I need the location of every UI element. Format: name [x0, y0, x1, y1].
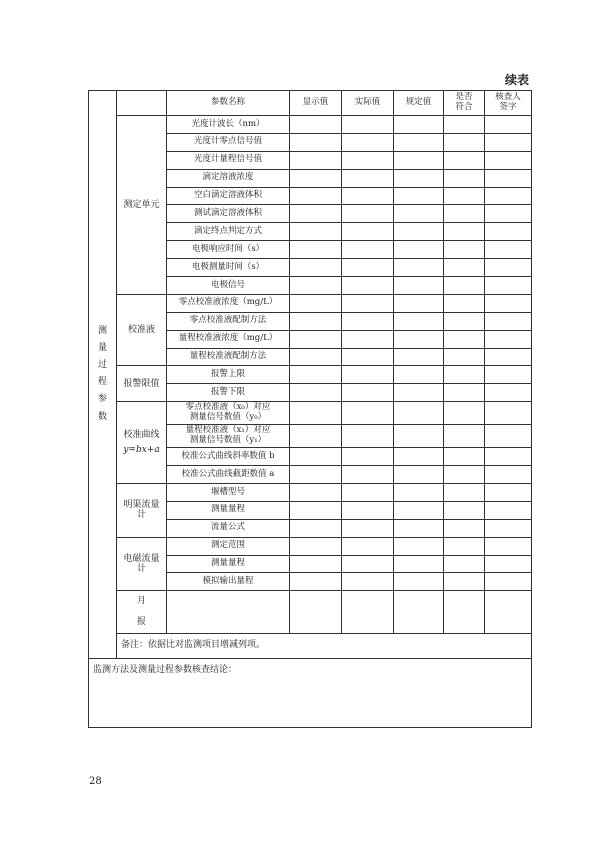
param-name: 测试滴定溶液体积	[167, 205, 290, 223]
cell-input[interactable]	[394, 133, 444, 151]
cell-input[interactable]	[444, 591, 485, 633]
cell-input[interactable]	[394, 312, 444, 330]
cell-input[interactable]	[342, 205, 394, 223]
cell-input[interactable]	[342, 294, 394, 312]
cell-input[interactable]	[444, 537, 485, 555]
curve-label: 校准曲线	[123, 430, 160, 441]
conclusion-text[interactable]: 监测方法及测量过程参数核查结论：	[89, 658, 532, 727]
param-name: 零点校准液浓度（mg/L）	[167, 294, 290, 312]
cell-input[interactable]	[342, 425, 394, 448]
cell-input[interactable]	[290, 384, 342, 402]
section-open-channel: 明渠流量计	[117, 484, 167, 538]
cell-input[interactable]	[290, 537, 342, 555]
cell-input[interactable]	[394, 277, 444, 295]
cell-input[interactable]	[485, 466, 532, 484]
col-checker-signature: 核查人签字	[485, 91, 532, 116]
param-name: 量程校准液配制方法	[167, 348, 290, 366]
cell-input[interactable]	[444, 294, 485, 312]
cell-input[interactable]	[342, 591, 394, 633]
cell-input[interactable]	[342, 116, 394, 134]
cell-input[interactable]	[290, 294, 342, 312]
param-name: 空白滴定溶液体积	[167, 187, 290, 205]
param-name: 光度计量程信号值	[167, 151, 290, 169]
cell-input[interactable]	[342, 241, 394, 259]
cell-input[interactable]	[485, 384, 532, 402]
cell-input[interactable]	[394, 555, 444, 573]
cell-input[interactable]	[342, 555, 394, 573]
cell-input[interactable]	[394, 466, 444, 484]
col-display-value: 显示值	[290, 91, 342, 116]
cell-input[interactable]	[485, 116, 532, 134]
cell-input[interactable]	[290, 466, 342, 484]
cell-input[interactable]	[394, 501, 444, 519]
cell-input[interactable]	[444, 448, 485, 466]
cell-input[interactable]	[290, 501, 342, 519]
cell-input[interactable]	[485, 294, 532, 312]
table-row	[89, 537, 532, 555]
cell-input[interactable]	[290, 484, 342, 502]
cell-input[interactable]	[485, 402, 532, 425]
cell-input[interactable]	[485, 187, 532, 205]
cell-input[interactable]	[290, 187, 342, 205]
cell-input[interactable]	[394, 519, 444, 537]
monthly-label-cell	[117, 591, 167, 633]
section-calibration-curve	[117, 402, 167, 484]
cell-input[interactable]	[444, 223, 485, 241]
param-name: 报警上限	[167, 366, 290, 384]
cell-input[interactable]	[342, 537, 394, 555]
cell-input[interactable]	[394, 259, 444, 277]
cell-input[interactable]	[290, 348, 342, 366]
param-name: 模拟输出量程	[167, 573, 290, 591]
cell-input[interactable]	[290, 402, 342, 425]
section-em-flow: 电磁流量计	[117, 537, 167, 591]
remark-row	[89, 633, 532, 658]
curve-formula: y=bx+a	[123, 444, 160, 455]
param-name: 零点校准液配制方法	[167, 312, 290, 330]
param-name: 电极响应时间（s）	[167, 241, 290, 259]
param-name: 报警下限	[167, 384, 290, 402]
table-header-row	[89, 91, 532, 116]
cell-input[interactable]	[444, 169, 485, 187]
cell-input[interactable]	[444, 466, 485, 484]
cell-input[interactable]	[444, 187, 485, 205]
cell-input[interactable]	[485, 169, 532, 187]
cell-input[interactable]	[342, 330, 394, 348]
cell-input[interactable]	[394, 484, 444, 502]
cell-input[interactable]	[485, 133, 532, 151]
cell-input[interactable]	[290, 241, 342, 259]
conclusion-row	[89, 658, 532, 727]
cell-input[interactable]	[394, 425, 444, 448]
col-param-name: 参数名称	[167, 91, 290, 116]
cell-input[interactable]	[290, 205, 342, 223]
cell-input[interactable]	[485, 241, 532, 259]
param-name: 电极信号	[167, 277, 290, 295]
group-label-cell	[89, 91, 117, 659]
cell-input[interactable]	[485, 501, 532, 519]
param-name: 测量量程	[167, 555, 290, 573]
param-name: 滴定溶液浓度	[167, 169, 290, 187]
cell-input[interactable]	[485, 519, 532, 537]
section-calibration-liquid: 校准液	[117, 294, 167, 366]
cell-input[interactable]	[485, 484, 532, 502]
param-name: 光度计零点信号值	[167, 133, 290, 151]
table-row	[89, 366, 532, 384]
param-name: 量程校准液（x₁）对应测量信号数值（y₁）	[167, 425, 290, 448]
cell-input[interactable]	[444, 259, 485, 277]
cell-input[interactable]	[485, 366, 532, 384]
cell-input[interactable]	[485, 537, 532, 555]
cell-input[interactable]	[342, 484, 394, 502]
remark-text: 备注：依据比对监测项目增减列项。	[117, 633, 532, 658]
param-name: 校准公式曲线斜率数值 b	[167, 448, 290, 466]
cell-input[interactable]	[394, 241, 444, 259]
param-name: 测量量程	[167, 501, 290, 519]
cell-input[interactable]	[444, 330, 485, 348]
cell-input[interactable]	[342, 384, 394, 402]
cell-input[interactable]	[394, 187, 444, 205]
param-name: 校准公式曲线截距数值 a	[167, 466, 290, 484]
table-row	[89, 484, 532, 502]
cell-input[interactable]	[444, 555, 485, 573]
cell-input[interactable]	[394, 448, 444, 466]
cell-input[interactable]	[485, 312, 532, 330]
cell-input[interactable]	[342, 259, 394, 277]
cell-input[interactable]	[290, 555, 342, 573]
section-alarm: 报警限值	[117, 366, 167, 402]
cell-input[interactable]	[444, 366, 485, 384]
cell-input[interactable]	[394, 330, 444, 348]
cell-input[interactable]	[342, 366, 394, 384]
cell-input[interactable]	[394, 573, 444, 591]
cell-input[interactable]	[444, 312, 485, 330]
cell-input[interactable]	[394, 223, 444, 241]
cell-input[interactable]	[342, 348, 394, 366]
param-name: 电极测量时间（s）	[167, 259, 290, 277]
cell-input[interactable]	[485, 205, 532, 223]
cell-input[interactable]	[394, 591, 444, 633]
cell-input[interactable]	[342, 223, 394, 241]
cell-input[interactable]	[394, 366, 444, 384]
cell-input[interactable]	[342, 151, 394, 169]
cell-input[interactable]	[444, 277, 485, 295]
cell-input[interactable]	[444, 133, 485, 151]
cell-input[interactable]	[167, 591, 290, 633]
cell-input[interactable]	[444, 425, 485, 448]
cell-input[interactable]	[290, 151, 342, 169]
cell-input[interactable]	[394, 151, 444, 169]
cell-input[interactable]	[342, 169, 394, 187]
section-measure-unit: 测定单元	[117, 116, 167, 295]
param-name: 滴定终点判定方式	[167, 223, 290, 241]
monthly-row	[89, 591, 532, 633]
cell-input[interactable]	[485, 348, 532, 366]
group-label: 测量过程参数	[97, 326, 107, 422]
cell-input[interactable]	[485, 591, 532, 633]
cell-input[interactable]	[444, 402, 485, 425]
cell-input[interactable]	[444, 151, 485, 169]
page-number: 28	[89, 776, 102, 787]
cell-input[interactable]	[485, 330, 532, 348]
cell-input[interactable]	[394, 294, 444, 312]
cell-input[interactable]	[394, 402, 444, 425]
col-actual-value: 实际值	[342, 91, 394, 116]
header-blank	[117, 91, 167, 116]
cell-input[interactable]	[342, 277, 394, 295]
cell-input[interactable]	[485, 425, 532, 448]
cell-input[interactable]	[485, 277, 532, 295]
cell-input[interactable]	[290, 223, 342, 241]
cell-input[interactable]	[290, 366, 342, 384]
cell-input[interactable]	[394, 205, 444, 223]
cell-input[interactable]	[342, 133, 394, 151]
cell-input[interactable]	[342, 448, 394, 466]
cell-input[interactable]	[290, 259, 342, 277]
monthly-label: 月报	[136, 596, 146, 628]
cell-input[interactable]	[394, 384, 444, 402]
cell-input[interactable]	[342, 312, 394, 330]
col-conforms: 是否符合	[444, 91, 485, 116]
cell-input[interactable]	[290, 591, 342, 633]
cell-input[interactable]	[290, 573, 342, 591]
cell-input[interactable]	[394, 348, 444, 366]
cell-input[interactable]	[394, 169, 444, 187]
verification-table	[88, 90, 532, 728]
cell-input[interactable]	[342, 402, 394, 425]
cell-input[interactable]	[290, 330, 342, 348]
cell-input[interactable]	[290, 312, 342, 330]
param-name: 光度计波长（nm）	[167, 116, 290, 134]
cell-input[interactable]	[342, 573, 394, 591]
cell-input[interactable]	[444, 573, 485, 591]
param-name: 测定范围	[167, 537, 290, 555]
table-row	[89, 116, 532, 134]
cell-input[interactable]	[444, 484, 485, 502]
cell-input[interactable]	[394, 116, 444, 134]
table-row	[89, 402, 532, 425]
param-name: 流量公式	[167, 519, 290, 537]
cell-input[interactable]	[485, 259, 532, 277]
cell-input[interactable]	[394, 537, 444, 555]
cell-input[interactable]	[342, 466, 394, 484]
cell-input[interactable]	[444, 205, 485, 223]
cell-input[interactable]	[485, 448, 532, 466]
col-specified-value: 规定值	[394, 91, 444, 116]
param-name: 堰槽型号	[167, 484, 290, 502]
cell-input[interactable]	[290, 133, 342, 151]
cell-input[interactable]	[290, 116, 342, 134]
cell-input[interactable]	[290, 277, 342, 295]
cell-input[interactable]	[444, 501, 485, 519]
cell-input[interactable]	[290, 448, 342, 466]
cell-input[interactable]	[290, 425, 342, 448]
cell-input[interactable]	[485, 223, 532, 241]
param-name: 量程校准液浓度（mg/L）	[167, 330, 290, 348]
cell-input[interactable]	[290, 169, 342, 187]
cell-input[interactable]	[444, 519, 485, 537]
param-name: 零点校准液（x₀）对应测量信号数值（y₀）	[167, 402, 290, 425]
cell-input[interactable]	[444, 241, 485, 259]
cell-input[interactable]	[444, 384, 485, 402]
table-row	[89, 294, 532, 312]
continued-label: 续表	[505, 73, 530, 87]
cell-input[interactable]	[444, 116, 485, 134]
cell-input[interactable]	[485, 555, 532, 573]
cell-input[interactable]	[342, 501, 394, 519]
cell-input[interactable]	[485, 573, 532, 591]
cell-input[interactable]	[485, 151, 532, 169]
cell-input[interactable]	[290, 519, 342, 537]
cell-input[interactable]	[444, 348, 485, 366]
cell-input[interactable]	[342, 187, 394, 205]
cell-input[interactable]	[342, 519, 394, 537]
